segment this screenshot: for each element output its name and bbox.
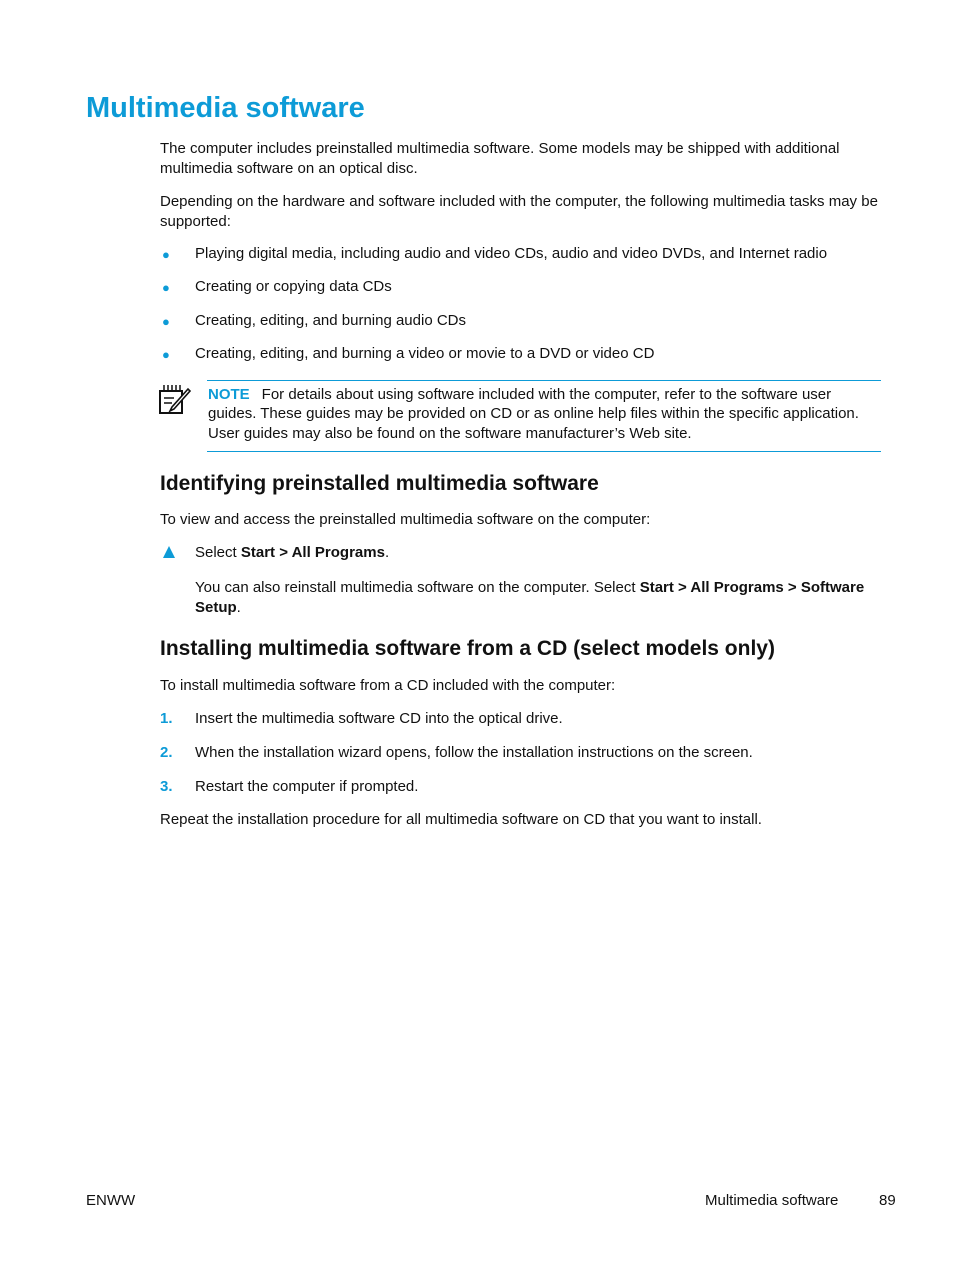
section2-intro: To install multimedia software from a CD included with the computer: — [160, 677, 616, 694]
list-item: Creating or copying data CDs — [195, 278, 392, 295]
list-item: Playing digital media, including audio and video CDs, audio and video DVDs, and Internet radio — [195, 245, 828, 262]
select-step: Select Start > All Programs. — [195, 544, 390, 561]
bullet-icon: ● — [162, 347, 170, 362]
section1-intro: To view and access the preinstalled multimedia software on the computer: — [160, 511, 651, 528]
note-label: NOTE — [208, 386, 250, 403]
list-item: Creating, editing, and burning a video or movie to a DVD or video CD — [195, 345, 655, 362]
menu-path-setup: Start > All Programs > Software Setup — [195, 579, 865, 616]
note-body — [208, 385, 878, 443]
footer-left: ENWW — [86, 1192, 136, 1209]
intro-paragraph-1: The computer includes preinstalled multimedia software. Some models may be shipped with additional multimedia software on an optical disc. — [160, 140, 840, 177]
page-title: Multimedia software — [86, 92, 365, 124]
page-number: 89 — [879, 1192, 896, 1209]
step-number: 3. — [160, 778, 173, 795]
step-text: Insert the multimedia software CD into the optical drive. — [195, 710, 563, 727]
section-heading-installing: Installing multimedia software from a CD (select models only) — [160, 637, 775, 660]
note-text: For details about using software included with the computer, refer to the software user guides. These guides may be provided on CD or as online help files within the specific application. User guides may also be found on the software manufacturer’s Web site. — [208, 386, 859, 442]
bullet-icon: ● — [162, 314, 170, 329]
intro-paragraph-2: Depending on the hardware and software included with the computer, the following multimedia tasks may be supported: — [160, 193, 878, 230]
bullet-icon: ● — [162, 247, 170, 262]
menu-path: Start > All Programs — [240, 544, 385, 561]
bullet-icon: ● — [162, 280, 170, 295]
list-item: Creating, editing, and burning audio CDs — [195, 312, 467, 329]
note-pencil-icon — [158, 383, 192, 417]
step-triangle-icon — [162, 545, 176, 559]
footer-section: Multimedia software — [705, 1192, 839, 1209]
step-number: 2. — [160, 744, 173, 761]
step-text: When the installation wizard opens, follow the installation instructions on the screen. — [195, 744, 753, 761]
note-bottom-rule — [207, 451, 881, 452]
step-text: Restart the computer if prompted. — [195, 778, 419, 795]
reinstall-note: You can also reinstall multimedia software on the computer. Select Start > All Programs > Software Setup. — [195, 579, 865, 616]
step-number: 1. — [160, 710, 173, 727]
section-heading-identifying: Identifying preinstalled multimedia software — [160, 472, 599, 495]
note-top-rule — [207, 380, 881, 381]
section2-closing: Repeat the installation procedure for all multimedia software on CD that you want to install. — [160, 811, 762, 828]
